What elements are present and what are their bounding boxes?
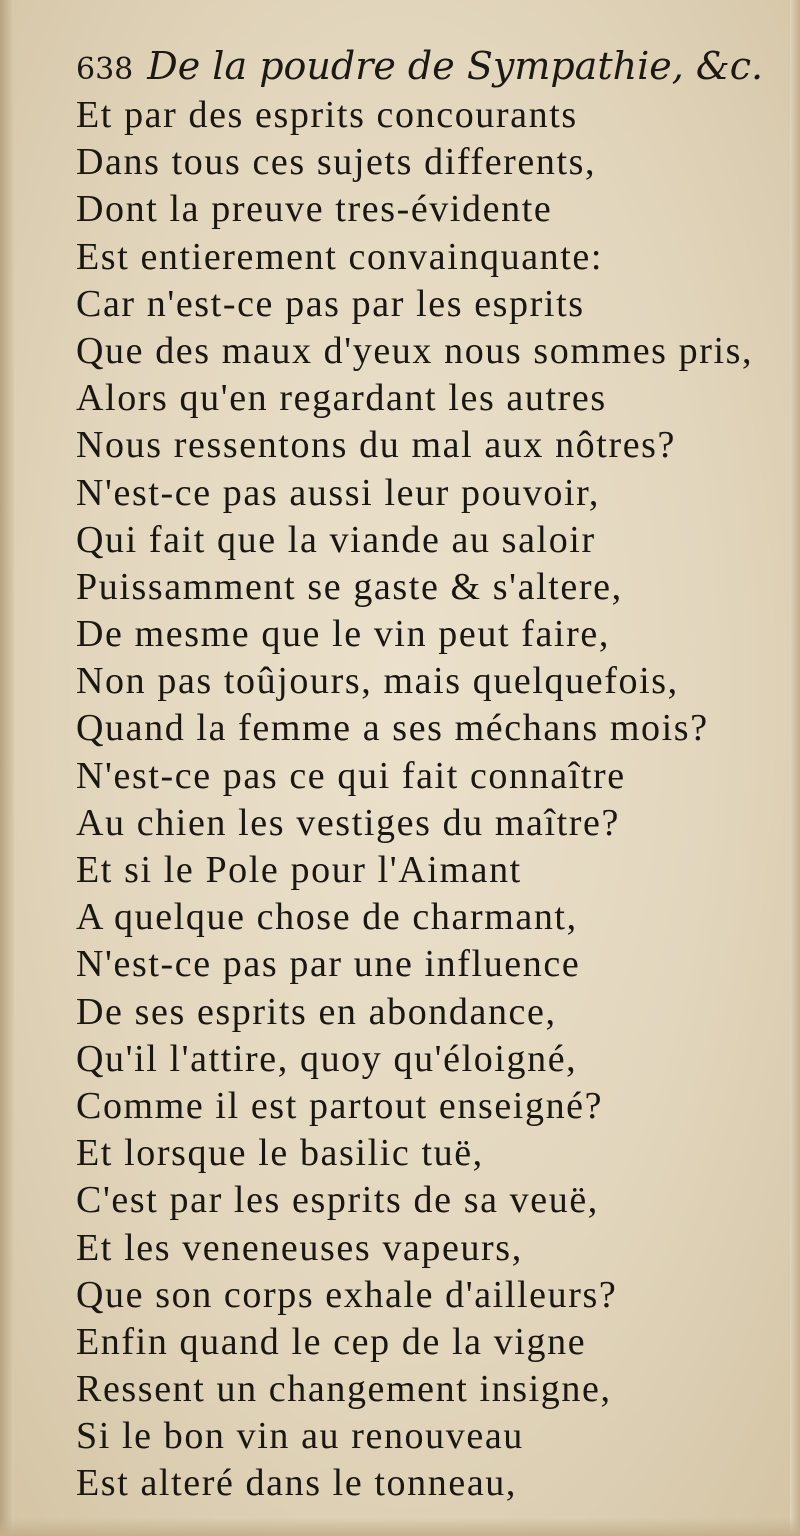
- running-title: De la poudre de Sympathie, &c.: [147, 44, 764, 88]
- page-number: 638: [76, 52, 134, 87]
- verse-line: Et les veneneuses vapeurs,: [76, 1226, 523, 1269]
- page-bottom-edge: [0, 1518, 800, 1536]
- verse-line: Ressent un changement insigne,: [76, 1368, 612, 1411]
- verse-line: Que des maux d'yeux nous sommes pris,: [76, 329, 754, 372]
- verse-line: Est entierement convainquante:: [76, 235, 604, 278]
- verse-line: Est alteré dans le tonneau,: [76, 1462, 517, 1505]
- page-right-edge: [790, 0, 800, 1536]
- verse-line: Au chien les vestiges du maître?: [76, 801, 620, 844]
- verse-line: C'est par les esprits de sa veuë,: [76, 1179, 599, 1222]
- verse-line: N'est-ce pas aussi leur pouvoir,: [76, 471, 601, 514]
- verse-line: Non pas toûjours, mais quelquefois,: [76, 660, 679, 703]
- verse-line: Enfin quand le cep de la vigne: [76, 1320, 587, 1363]
- verse-line: Dans tous ces sujets differents,: [76, 141, 597, 184]
- verse-line: Et si le Pole pour l'Aimant: [76, 849, 522, 891]
- verse-line: De mesme que le vin peut faire,: [76, 613, 610, 656]
- verse-line: A quelque chose de charmant,: [76, 896, 578, 939]
- verse-line: Qu'il l'attire, quoy qu'éloigné,: [76, 1037, 578, 1080]
- verse-line: Quand la femme a ses méchans mois?: [76, 707, 709, 750]
- verse-line: Comme il est partout enseigné?: [76, 1084, 604, 1127]
- verse-line: Dont la preuve tres-évidente: [76, 188, 553, 231]
- verse-line: Puissamment se gaste & s'altere,: [76, 565, 623, 608]
- verse-line: Alors qu'en regardant les autres: [76, 377, 607, 420]
- verse-line: De ses esprits en abondance,: [76, 990, 557, 1033]
- verse-line: Que son corps exhale d'ailleurs?: [76, 1273, 618, 1316]
- verse-line: Et par des esprits concourants: [76, 94, 578, 136]
- poem-verses: [76, 92, 788, 1508]
- verse-line: Et lorsque le basilic tuë,: [76, 1132, 484, 1175]
- verse-line: Car n'est-ce pas par les esprits: [76, 282, 585, 325]
- page-left-edge: [0, 0, 14, 1536]
- verse-line: Qui fait que la viande au saloir: [76, 518, 596, 561]
- verse-line: Nous ressentons du mal aux nôtres?: [76, 424, 677, 467]
- verse-line: Si le bon vin au renouveau: [76, 1415, 524, 1458]
- running-header: [76, 40, 776, 92]
- verse-line: N'est-ce pas ce qui fait connaître: [76, 754, 626, 797]
- verse-line: N'est-ce pas par une influence: [76, 943, 581, 986]
